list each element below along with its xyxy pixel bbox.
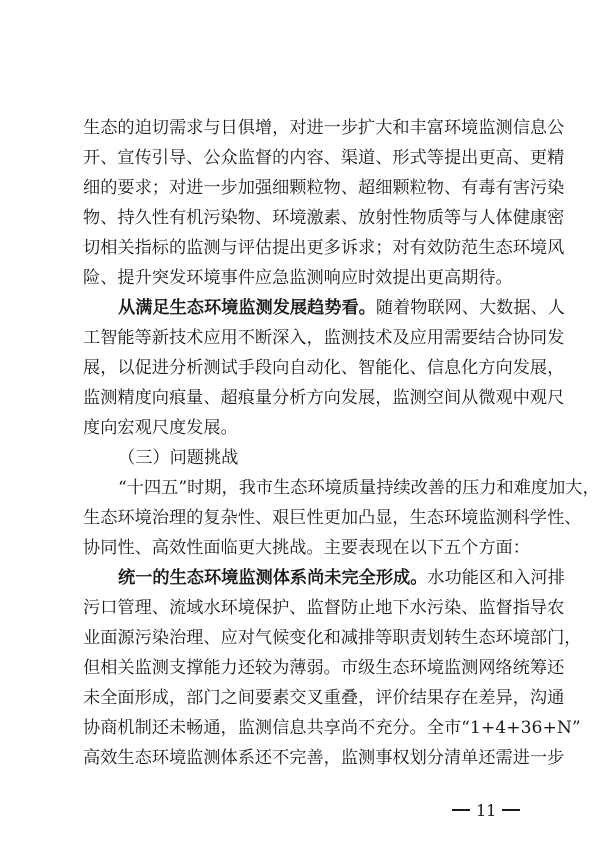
body-text-line: 污口管理、流域水环境保护、监督防止地下水污染、监督指导农 xyxy=(83,598,565,618)
body-text-line: 协同性、高效性面临更大挑战。主要表现在以下五个方面： xyxy=(83,538,530,558)
body-text-line: “十四五”时期，我市生态环境质量持续改善的压力和难度加大， xyxy=(118,478,600,498)
body-text-line: 细的要求；对进一步加强细颗粒物、超细颗粒物、有毒有害污染 xyxy=(83,178,565,198)
page-number xyxy=(452,799,520,823)
body-text-line: 协商机制还未畅通，监测信息共享尚不充分。全市“1+4+36+N” xyxy=(83,718,581,738)
body-text-line: 开、宣传引导、公众监督的内容、渠道、形式等提出更高、更精 xyxy=(83,148,565,168)
bold-lead-heading: 从满足生态环境监测发展趋势看。 xyxy=(118,298,376,318)
body-text-span: 水功能区和入河排 xyxy=(427,568,565,588)
body-text-line: 险、提升突发环境事件应急监测响应时效提出更高期待。 xyxy=(83,268,513,288)
body-text-line: 物、持久性有机污染物、环境激素、放射性物质等与人体健康密 xyxy=(83,208,565,228)
paragraph-first-line xyxy=(118,293,565,323)
body-text-line: 切相关指标的监测与评估提出更多诉求；对有效防范生态环境风 xyxy=(83,238,565,258)
section-heading: （三）问题挑战 xyxy=(118,448,239,468)
body-text-line: 展，以促进分析测试手段向自动化、智能化、信息化方向发展， xyxy=(83,358,565,378)
bold-lead-heading: 统一的生态环境监测体系尚未完全形成。 xyxy=(118,568,428,588)
dash-decoration xyxy=(502,809,520,811)
body-text-line: 度向宏观尺度发展。 xyxy=(83,418,238,438)
body-text-line: 工智能等新技术应用不断深入，监测技术及应用需要结合协同发 xyxy=(83,328,565,348)
dash-decoration xyxy=(452,809,470,811)
body-text-line: 业面源污染治理、应对气候变化和减排等职责划转生态环境部门， xyxy=(83,628,582,648)
page-number-text: 11 xyxy=(476,801,497,820)
body-text-line: 监测精度向痕量、超痕量分析方向发展，监测空间从微观中观尺 xyxy=(83,388,565,408)
body-text-line: 未全面形成，部门之间要素交叉重叠，评价结果存在差异，沟通 xyxy=(83,688,565,708)
body-text-line: 生态的迫切需求与日俱增，对进一步扩大和丰富环境监测信息公 xyxy=(83,118,565,138)
body-text-span: 随着物联网、大数据、人 xyxy=(375,298,565,318)
body-text-line: 生态环境治理的复杂性、艰巨性更加凸显，生态环境监测科学性、 xyxy=(83,508,582,528)
body-text-line: 但相关监测支撑能力还较为薄弱。市级生态环境监测网络统筹还 xyxy=(83,658,565,678)
paragraph-first-line xyxy=(118,563,565,593)
body-text-line: 高效生态环境监测体系还不完善，监测事权划分清单还需进一步 xyxy=(83,748,565,768)
